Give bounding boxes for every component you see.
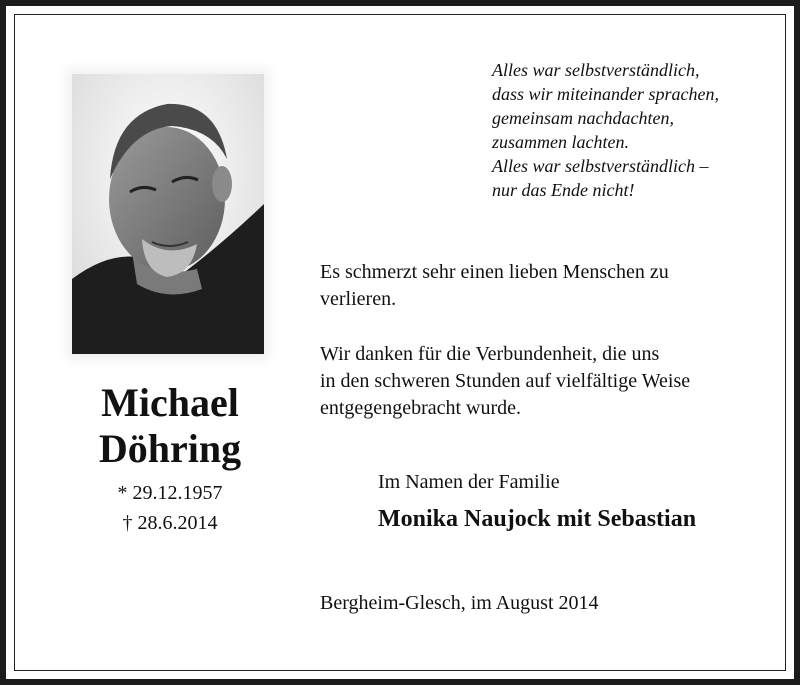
death-date: † 28.6.2014	[122, 512, 218, 534]
paragraph-line: verlieren.	[320, 288, 397, 310]
portrait-photo	[72, 74, 264, 354]
grief-paragraph	[320, 259, 780, 313]
poem-line: dass wir miteinander sprachen,	[492, 84, 719, 104]
poem-line: zusammen lachten.	[492, 132, 629, 152]
poem-line: Alles war selbstverständlich,	[492, 60, 700, 80]
poem-line: gemeinsam nachdachten,	[492, 108, 674, 128]
place-and-date: Bergheim-Glesch, im August 2014	[320, 592, 599, 614]
on-behalf-label: Im Namen der Familie	[378, 471, 560, 493]
poem-line: nur das Ende nicht!	[492, 180, 635, 200]
deceased-first-name: Michael	[101, 380, 239, 425]
paragraph-line: in den schweren Stunden auf vielfältige Weise	[320, 370, 691, 392]
deceased-last-name: Döhring	[98, 426, 242, 471]
birth-date: * 29.12.1957	[117, 482, 223, 504]
thanks-paragraph	[320, 341, 780, 422]
poem-line: Alles war selbstverständlich –	[492, 156, 709, 176]
memorial-poem	[492, 58, 782, 202]
paragraph-line: Es schmerzt sehr einen lieben Menschen zu	[320, 261, 669, 283]
obituary-card	[6, 6, 794, 679]
paragraph-line: entgegengebracht wurde.	[320, 397, 522, 419]
paragraph-line: Wir danken für die Verbundenheit, die uns	[320, 343, 660, 365]
family-signature: Monika Naujock mit Sebastian	[378, 506, 697, 532]
